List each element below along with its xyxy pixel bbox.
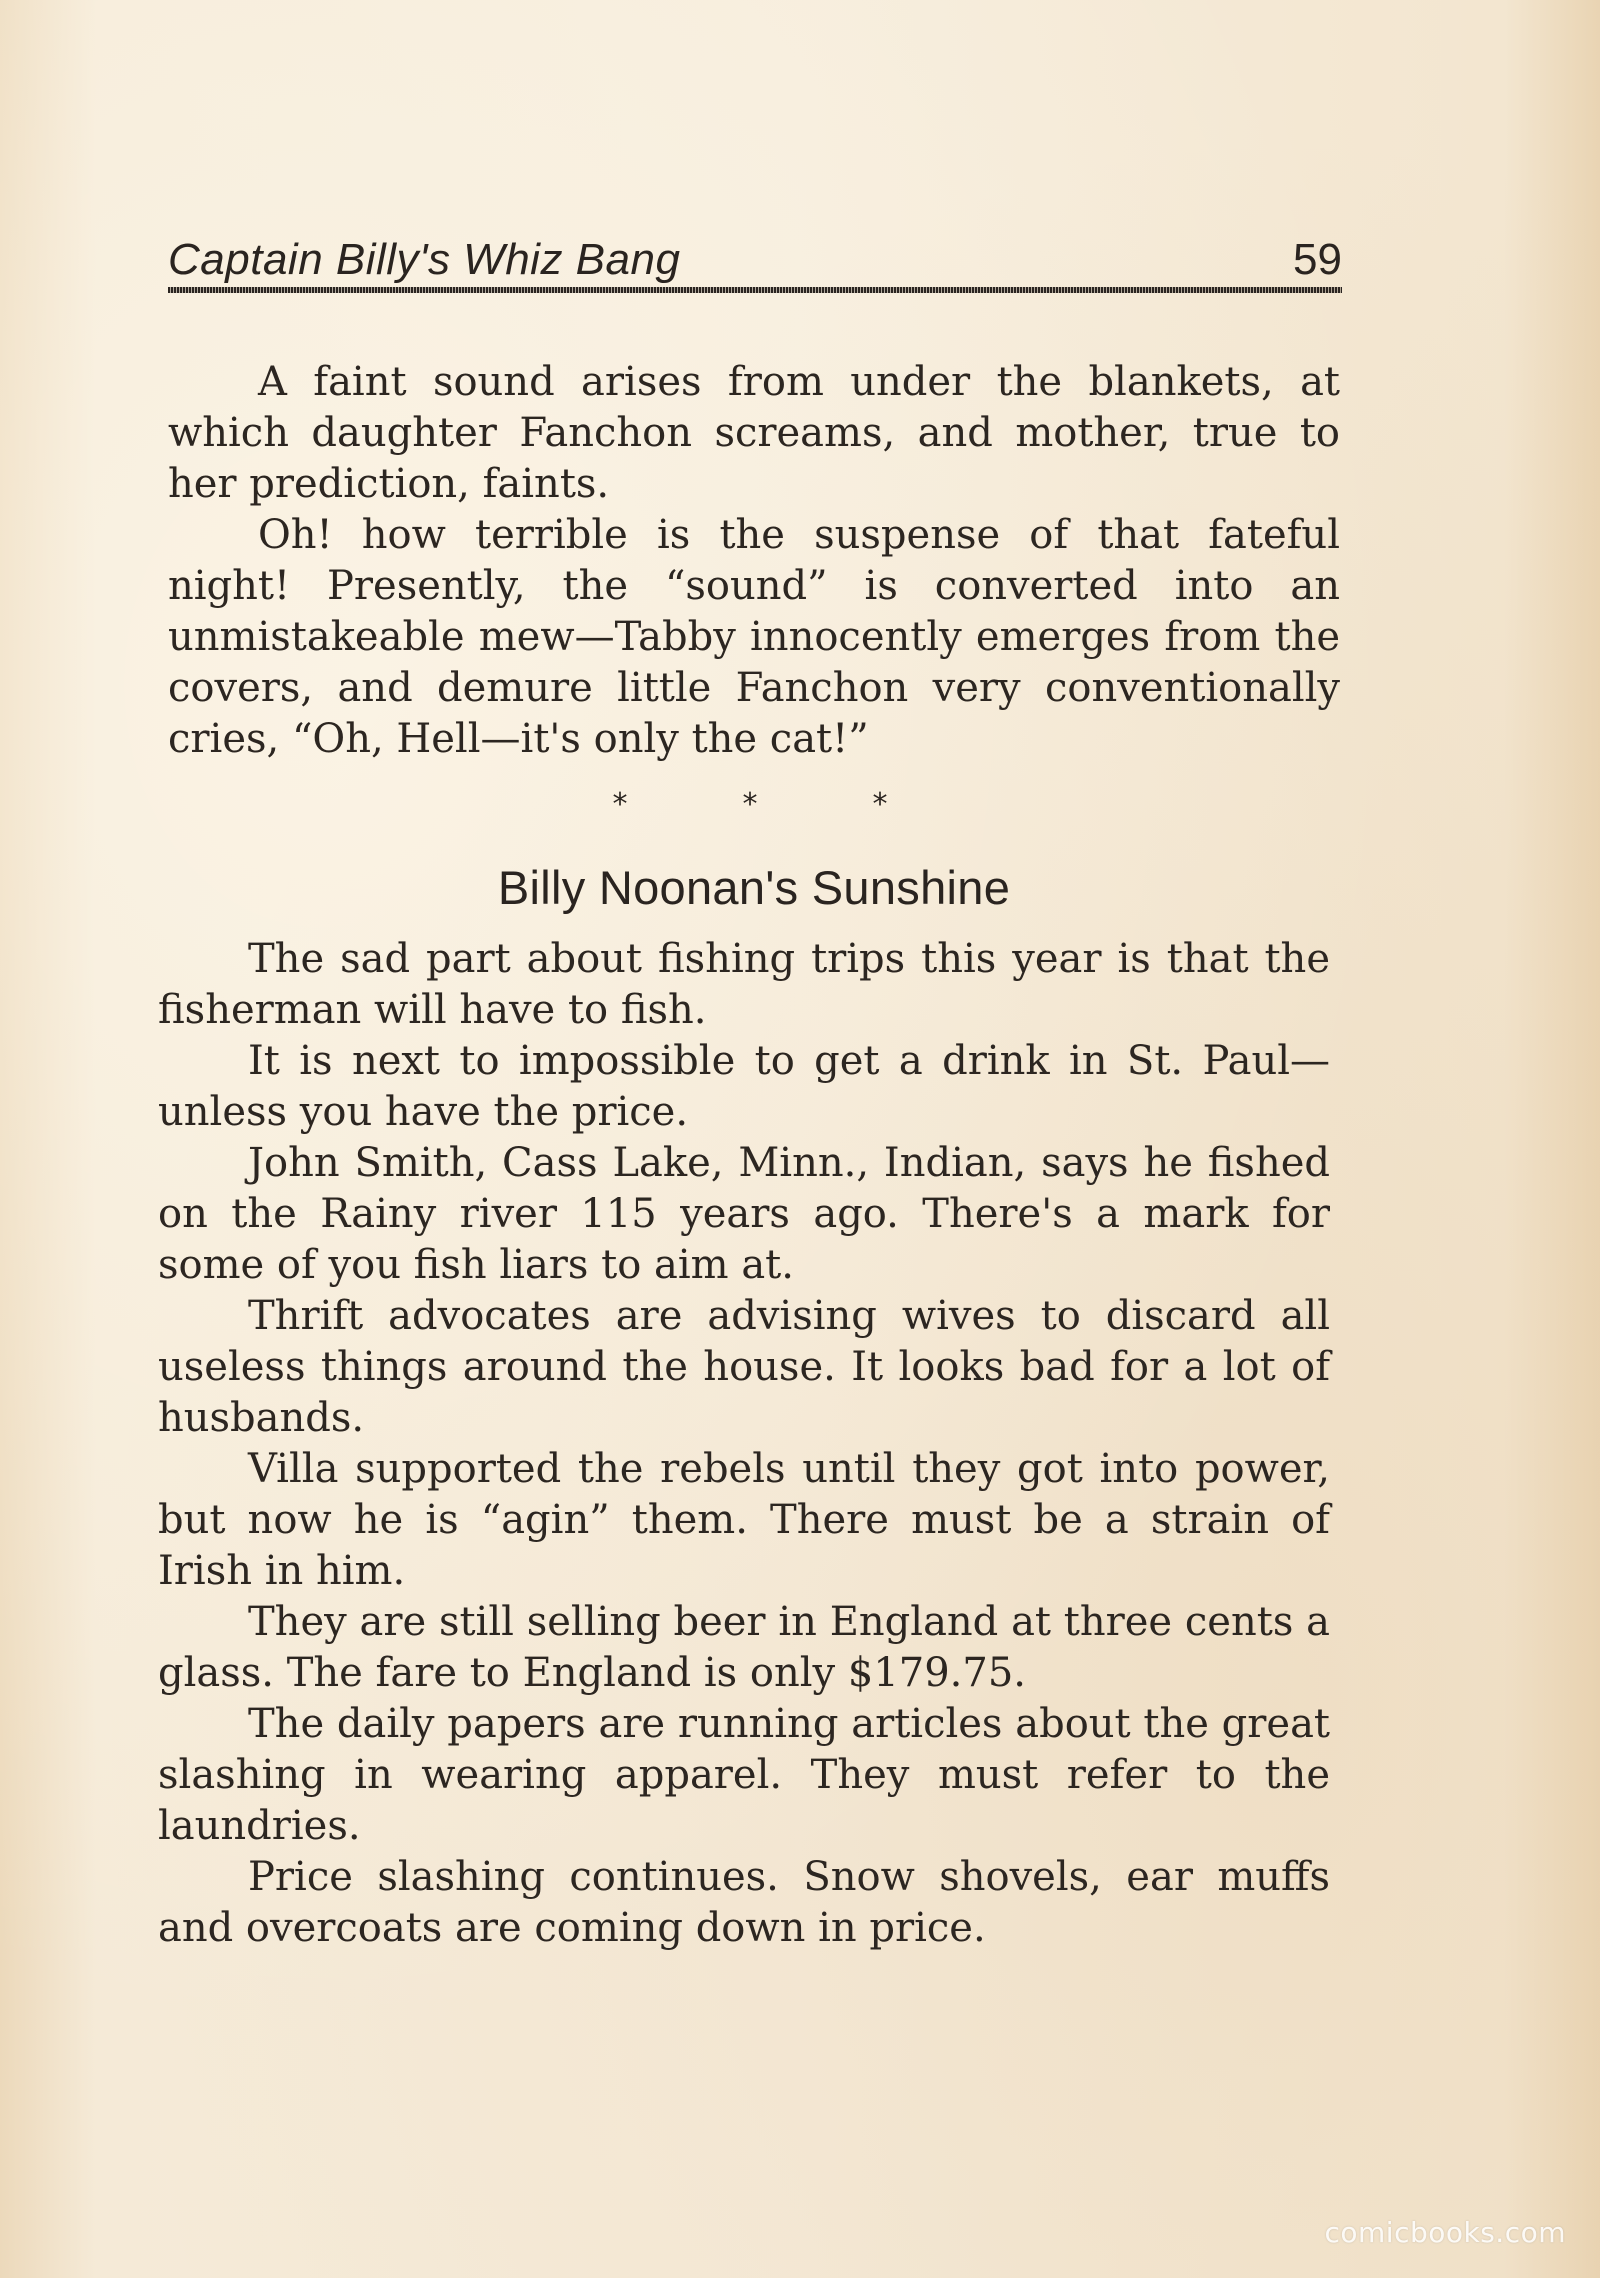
asterisk: * — [872, 787, 888, 822]
asterisk: * — [612, 787, 628, 822]
running-title: Captain Billy's Whiz Bang — [168, 235, 681, 284]
page-number: 59 — [1293, 235, 1342, 284]
paragraph: They are still selling beer in England at three cents a glass. The fare to England is only $179.75. — [158, 1599, 1330, 1696]
paragraph: The sad part about fishing trips this year is that the fisherman will have to fish. — [158, 936, 1330, 1033]
section-body — [158, 934, 1330, 1954]
paragraph: John Smith, Cass Lake, Minn., Indian, says he fished on the Rainy river 115 years ago. There's a mark for some of you fish liars to aim at. — [158, 1140, 1330, 1288]
paragraph: Price slashing continues. Snow shovels, ear muffs and overcoats are coming down in price. — [158, 1854, 1330, 1951]
paragraph: Thrift advocates are advising wives to discard all useless things around the house. It looks bad for a lot of husbands. — [158, 1293, 1330, 1441]
continued-story — [168, 357, 1340, 765]
paragraph: A faint sound arises from under the blankets, at which daughter Fanchon screams, and mother, true to her prediction, faints. — [168, 359, 1340, 507]
page-header — [168, 228, 1342, 288]
paragraph: Oh! how terrible is the suspense of that fateful night! Presently, the “sound” is converted into an unmistakeable mew—Tabby innocently emerges from the covers, and demure little Fanchon very conventionally cries, “Oh, Hell—it's only the cat!” — [168, 512, 1340, 762]
asterisk: * — [742, 787, 758, 822]
section-title: Billy Noonan's Sunshine — [497, 861, 1011, 914]
paragraph: It is next to impossible to get a drink in St. Paul—unless you have the price. — [158, 1038, 1330, 1135]
paragraph: The daily papers are running articles about the great slashing in wearing apparel. They must refer to the laundries. — [158, 1701, 1330, 1849]
watermark: comicbooks.com — [1324, 2216, 1566, 2249]
paragraph: Villa supported the rebels until they got into power, but now he is “agin” them. There must be a strain of Irish in him. — [158, 1446, 1330, 1594]
header-rule — [168, 287, 1342, 293]
section-separator — [600, 785, 900, 825]
